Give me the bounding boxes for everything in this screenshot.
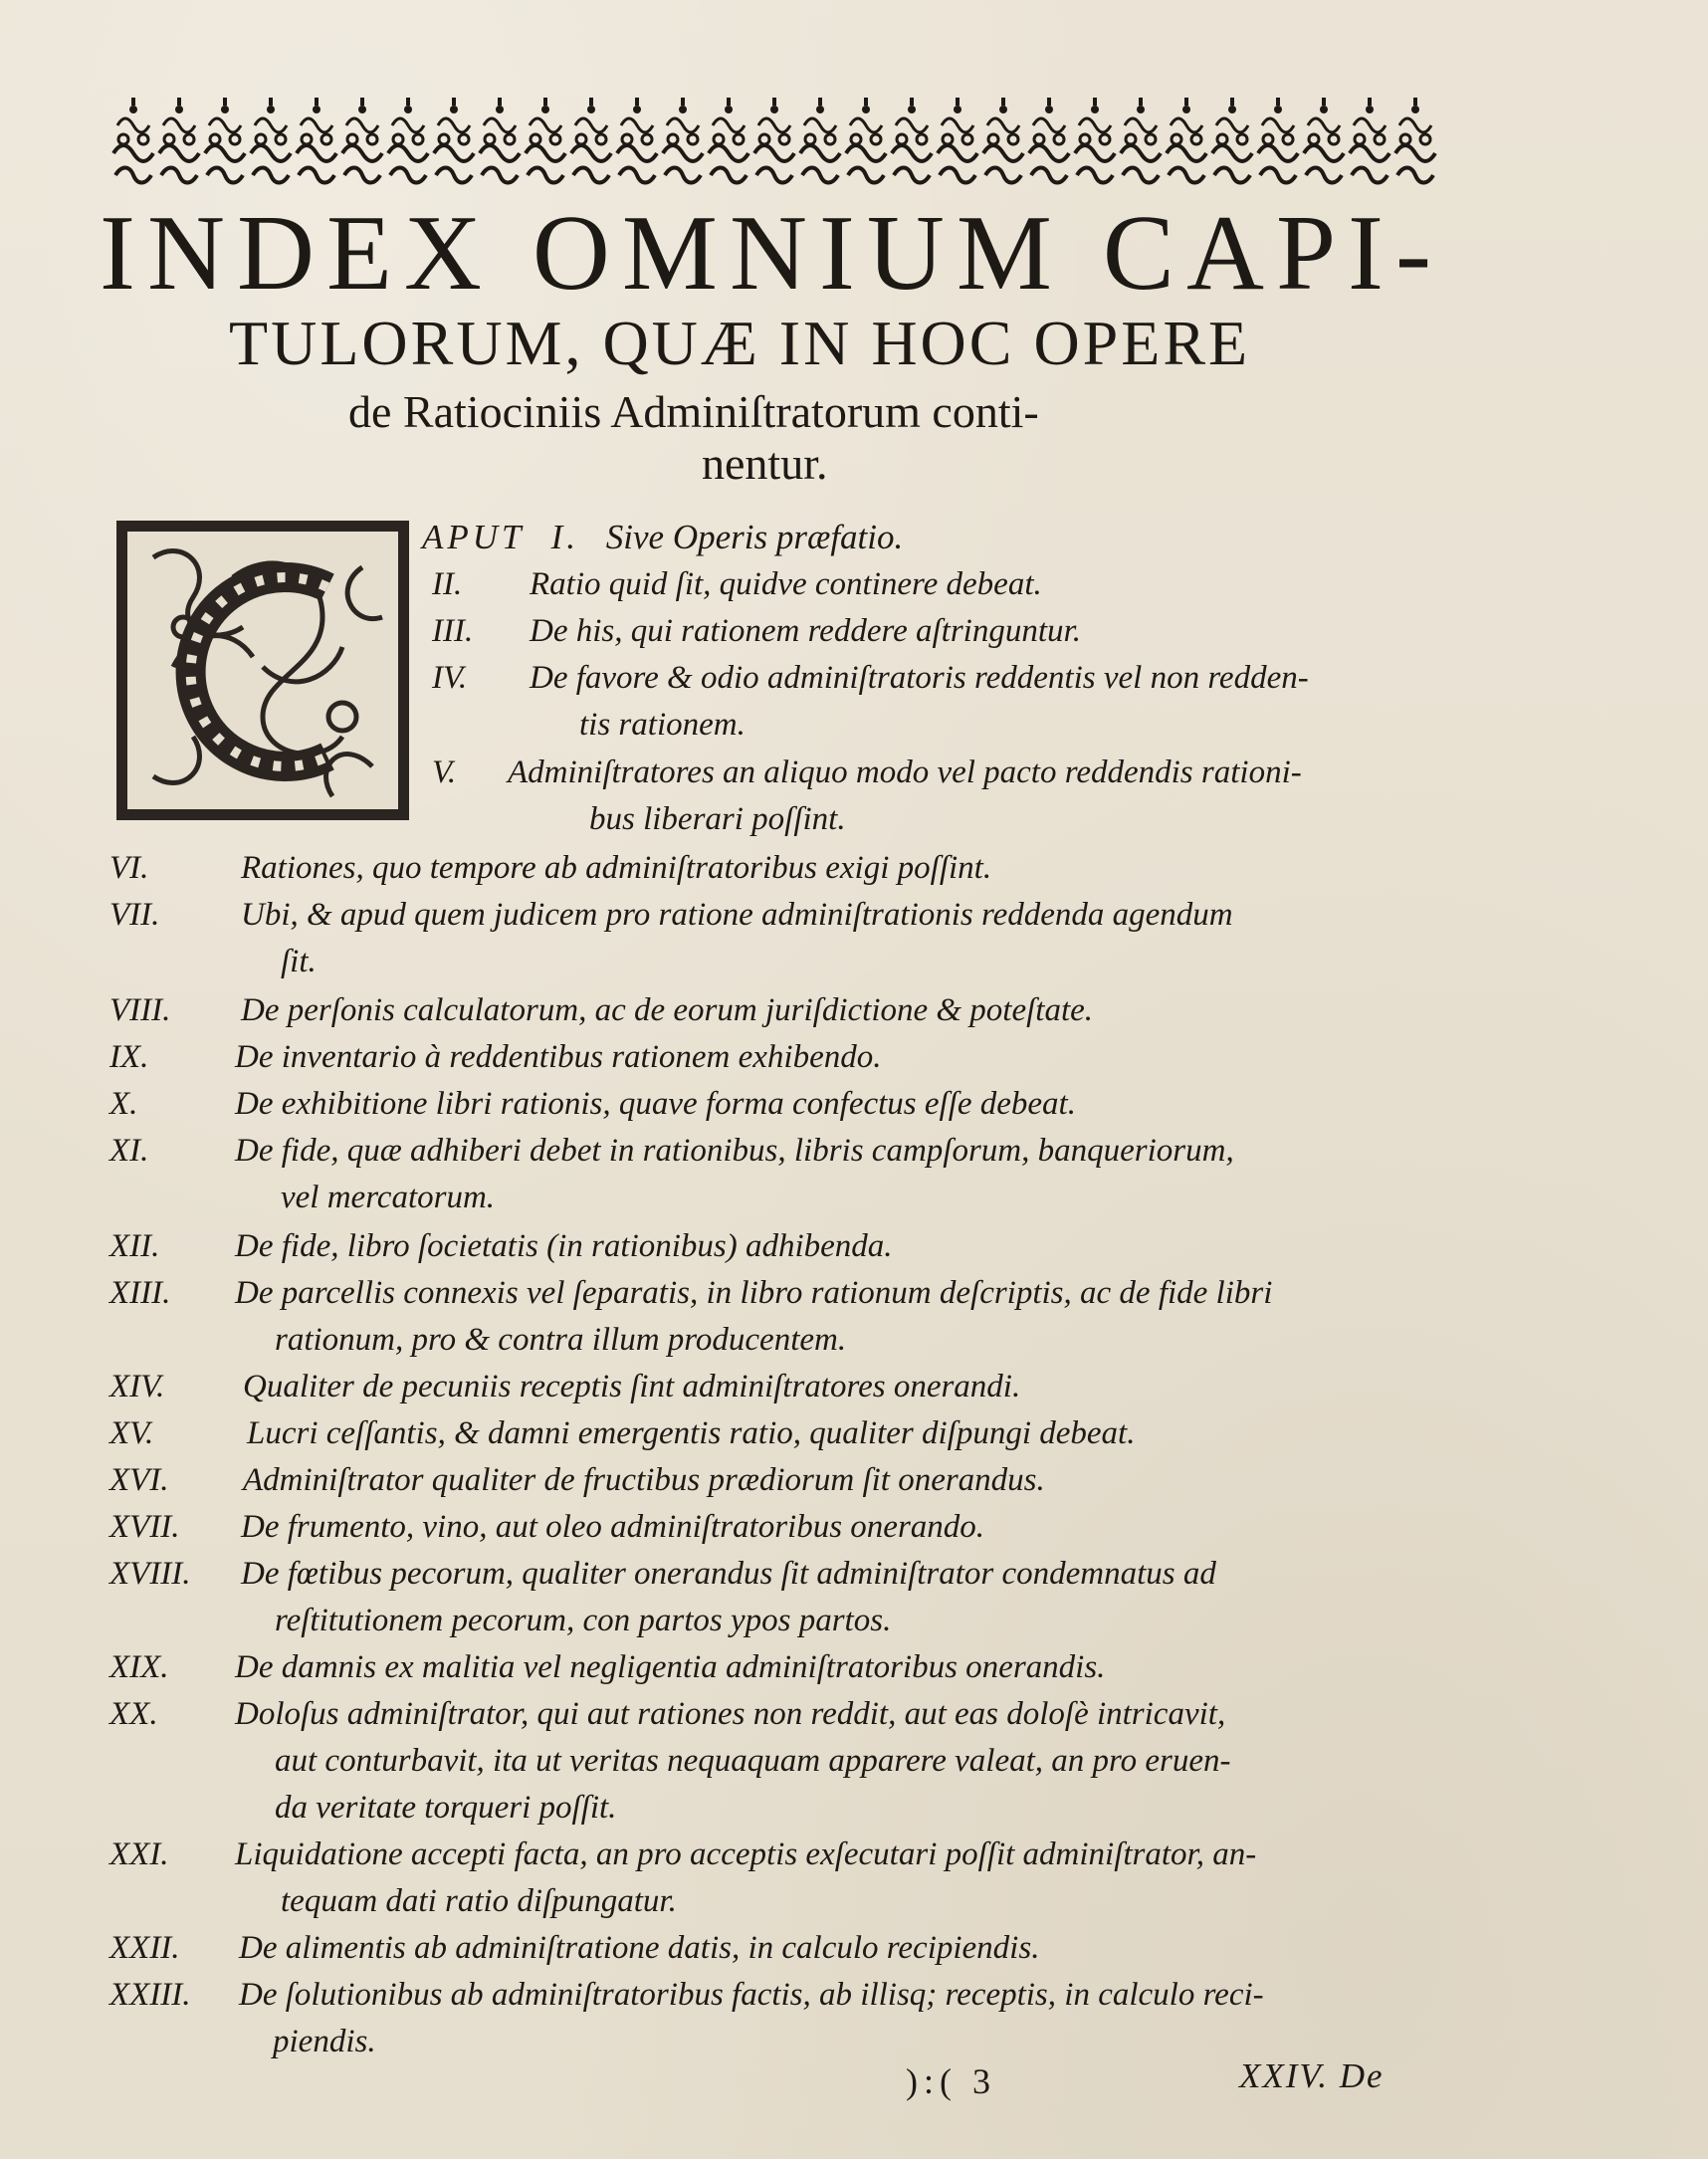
chapter-17-number: XVII. [109, 1509, 180, 1545]
chapter-21-number: XXI. [109, 1836, 169, 1872]
chapter-16-number: XVI. [109, 1462, 169, 1498]
chapter-7-number: VII. [109, 897, 160, 933]
chapter-7-text-2: ſit. [281, 944, 317, 979]
ornamental-border [107, 88, 1441, 189]
decorated-initial-c [113, 518, 412, 823]
chapter-12-number: XII. [109, 1228, 160, 1264]
chapter-11-text-2: vel mercatorum. [281, 1180, 496, 1215]
chapter-20-text-2: aut conturbavit, ita ut veritas nequaquam apparere valeat, an pro eruen- [275, 1743, 1231, 1779]
chapter-2-text: Ratio quid ſit, quidve continere debeat. [530, 566, 1042, 602]
chapter-3-number: III. [432, 613, 474, 649]
chapter-11-number: XI. [109, 1133, 149, 1169]
chapter-20-text-1: Doloſus adminiſtrator, qui aut rationes non reddit, aut eas doloſè intricavit, [235, 1696, 1226, 1732]
chapter-6-number: VI. [109, 850, 149, 886]
chapter-12-text: De fide, libro ſocietatis (in rationibus) adhibenda. [235, 1228, 893, 1264]
chapter-10-text: De exhibitione libri rationis, quave forma confectus eſſe debeat. [235, 1086, 1076, 1122]
chapter-1-text: Sive Operis præfatio. [605, 518, 904, 556]
title-line-3: de Ratiociniis Adminiſtratorum conti- [348, 386, 1039, 437]
chapter-8-number: VIII. [109, 992, 171, 1028]
chapter-18-text-1: De fœtibus pecorum, qualiter onerandus ſit adminiſtrator condemnatus ad [241, 1556, 1216, 1592]
chapter-5-text-1: Adminiſtratores an aliquo modo vel pacto reddendis rationi- [508, 755, 1302, 790]
chapter-16-text: Adminiſtrator qualiter de fructibus prædiorum ſit onerandus. [243, 1462, 1045, 1498]
title-line-4: nentur. [702, 438, 828, 489]
chapter-8-text: De perſonis calculatorum, ac de eorum juriſdictione & poteſtate. [241, 992, 1094, 1028]
catchword: XXIV. De [1239, 2056, 1385, 2095]
chapter-13-text-1: De parcellis connexis vel ſeparatis, in libro rationum deſcriptis, ac de fide libri [235, 1275, 1273, 1311]
title-line-2: TULORUM, QUÆ IN HOC OPERE [229, 308, 1251, 378]
chapter-20-number: XX. [109, 1696, 158, 1732]
chapter-17-text: De frumento, vino, aut oleo adminiſtratoribus onerando. [241, 1509, 985, 1545]
caput-label: APUT [422, 518, 525, 556]
chapter-6-text: Rationes, quo tempore ab adminiſtratoribus exigi poſſint. [241, 850, 992, 886]
chapter-14-number: XIV. [109, 1369, 165, 1404]
chapter-22-text: De alimentis ab adminiſtratione datis, in calculo recipiendis. [239, 1930, 1040, 1966]
chapter-5-text-2: bus liberari poſſint. [589, 801, 846, 837]
chapter-18-text-2: reſtitutionem pecorum, con partos ypos partos. [275, 1603, 892, 1638]
chapter-9-number: IX. [109, 1039, 149, 1075]
chapter-19-text: De damnis ex malitia vel negligentia adminiſtratoribus onerandis. [235, 1649, 1106, 1685]
chapter-3-text: De his, qui rationem reddere aſtringuntur. [530, 613, 1081, 649]
chapter-7-text-1: Ubi, & apud quem judicem pro ratione adminiſtrationis reddenda agendum [241, 897, 1233, 933]
chapter-5-number: V. [432, 755, 457, 790]
chapter-11-text-1: De fide, quæ adhiberi debet in rationibus, libris campſorum, banqueriorum, [235, 1133, 1234, 1169]
chapter-9-text: De inventario à reddentibus rationem exhibendo. [235, 1039, 882, 1075]
chapter-19-number: XIX. [109, 1649, 169, 1685]
chapter-4-number: IV. [432, 660, 468, 696]
chapter-2-number: II. [432, 566, 463, 602]
chapter-15-number: XV. [109, 1415, 154, 1451]
index-title [100, 194, 1493, 490]
chapter-13-number: XIII. [109, 1275, 171, 1311]
chapter-22-number: XXII. [109, 1930, 180, 1966]
chapter-23-text-2: piendis. [273, 2024, 376, 2059]
signature-mark: ):( 3 [906, 2061, 996, 2101]
chapter-1 [422, 514, 903, 560]
chapter-10-number: X. [109, 1086, 138, 1122]
chapter-1-number: I. [550, 518, 580, 556]
chapter-14-text: Qualiter de pecuniis receptis ſint adminiſtratores onerandi. [243, 1369, 1021, 1404]
chapter-20-text-3: da veritate torqueri poſſit. [275, 1790, 617, 1826]
chapter-18-number: XVIII. [109, 1556, 191, 1592]
chapter-21-text-2: tequam dati ratio diſpungatur. [281, 1883, 677, 1919]
chapter-23-number: XXIII. [109, 1977, 191, 2013]
title-line-1: INDEX OMNIUM CAPI- [100, 194, 1443, 313]
chapter-13-text-2: rationum, pro & contra illum producentem. [275, 1322, 847, 1358]
chapter-23-text-1: De ſolutionibus ab adminiſtratoribus factis, ab illisq; receptis, in calculo reci- [239, 1977, 1264, 2013]
chapter-4-text-2: tis rationem. [579, 707, 746, 743]
chapter-4-text-1: De favore & odio adminiſtratoris reddentis vel non redden- [530, 660, 1309, 696]
chapter-15-text: Lucri ceſſantis, & damni emergentis ratio, qualiter diſpungi debeat. [247, 1415, 1136, 1451]
chapter-21-text-1: Liquidatione accepti facta, an pro acceptis exſecutari poſſit adminiſtrator, an- [235, 1836, 1257, 1872]
